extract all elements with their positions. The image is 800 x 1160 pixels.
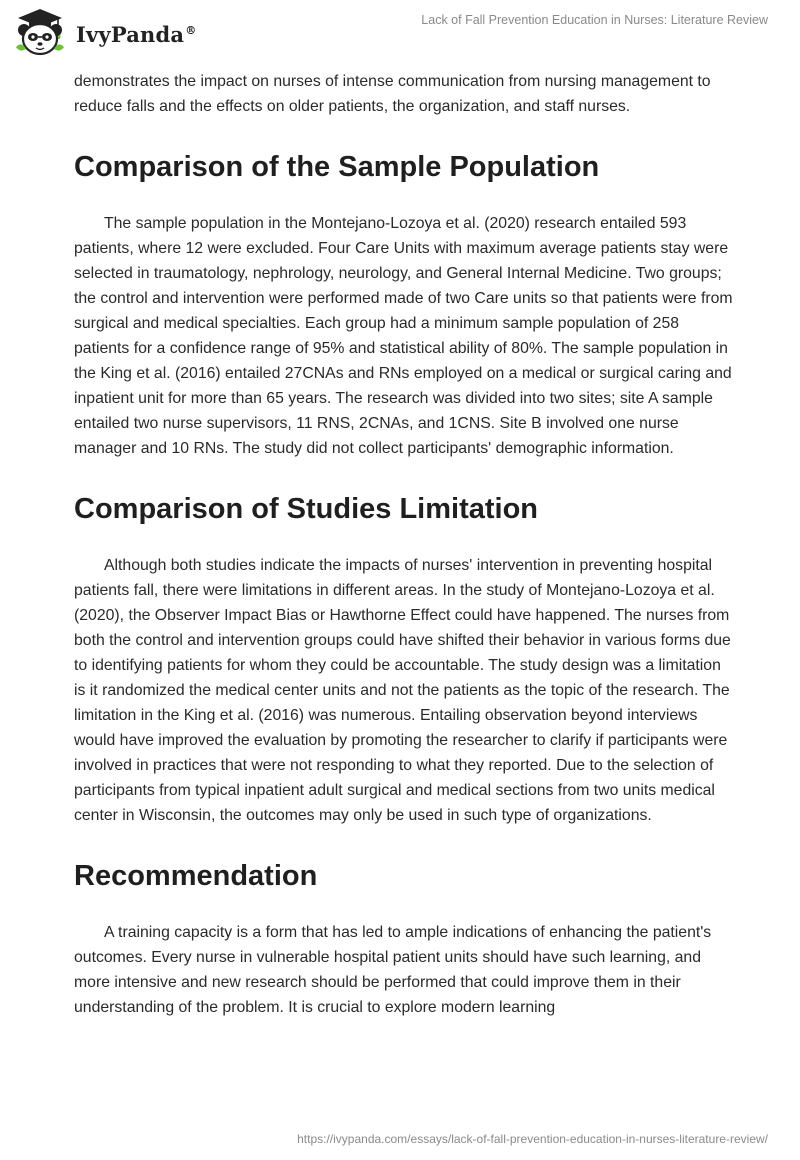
brand-name: IvyPanda®: [76, 21, 197, 47]
section-body-recommendation: A training capacity is a form that has led to ample indications of enhancing the patient's outcomes. Every nurse in vulnerable hospital patient units should have such learning, and more intensive and new research should be performed that could improve them in their understanding of the problem. It is crucial to explore modern learning: [74, 924, 712, 1016]
registered-mark: ®: [185, 23, 197, 37]
intro-paragraph: demonstrates the impact on nurses of intense communication from nursing management to reduce falls and the effects on older patients, the organization, and staff nurses.: [74, 73, 711, 115]
panda-graduate-icon: [14, 7, 66, 57]
section-heading-limitation: Comparison of Studies Limitation: [74, 493, 539, 525]
page-header: [0, 0, 800, 68]
essay-content: [74, 69, 734, 1020]
section-body-limitation: Although both studies indicate the impacts of nurses' intervention in preventing hospital patients fall, there were limitations in different areas. In the study of Montejano-Lozoya et al. (2020), the Observer Impact Bias or Hawthorne Effect could have happened. The nurses from both the control and intervention groups could have shifted their behavior in various forms due to identifying patients for whom they could be accountable. The study design was a limitation is it randomized the medical center units and not the patients as the topic of the research. The limitation in the King et al. (2016) was numerous. Entailing observation beyond interviews would have improved the evaluation by promoting the researcher to clarify if participants were involved in practices that were not responding to what they reported. Due to the selection of participants from typical inpatient adult surgical and medical sections from two units medical center in Wisconsin, the outcomes may only be used in such type of organizations.: [74, 557, 731, 824]
ivypanda-logo[interactable]: [14, 7, 196, 57]
section-body-sample-population: The sample population in the Montejano-Lozoya et al. (2020) research entailed 593 patients, where 12 were excluded. Four Care Units with maximum average patients stay were selected in traumatology, nephrology, neurology, and General Internal Medicine. Two groups; the control and intervention were performed made of two Care units so that patients were from surgical and medical specialties. Each group had a minimum sample population of 258 patients for a confidence range of 95% and statistical ability of 80%. The sample population in the King et al. (2016) entailed 27CNAs and RNs employed on a medical or surgical caring and inpatient unit for more than 65 years. The research was divided into two sites; site A sample entailed two nurse supervisors, 11 RNS, 2CNAs, and 1CNS. Site B involved one nurse manager and 10 RNs. The study did not collect participants' demographic information.: [74, 215, 733, 457]
document-title: Lack of Fall Prevention Education in Nurses: Literature Review: [421, 13, 768, 27]
section-heading-sample-population: Comparison of the Sample Population: [74, 151, 600, 183]
section-heading-recommendation: Recommendation: [74, 860, 318, 892]
footer-source-url[interactable]: https://ivypanda.com/essays/lack-of-fall-prevention-education-in-nurses-literature-review/: [297, 1132, 768, 1146]
